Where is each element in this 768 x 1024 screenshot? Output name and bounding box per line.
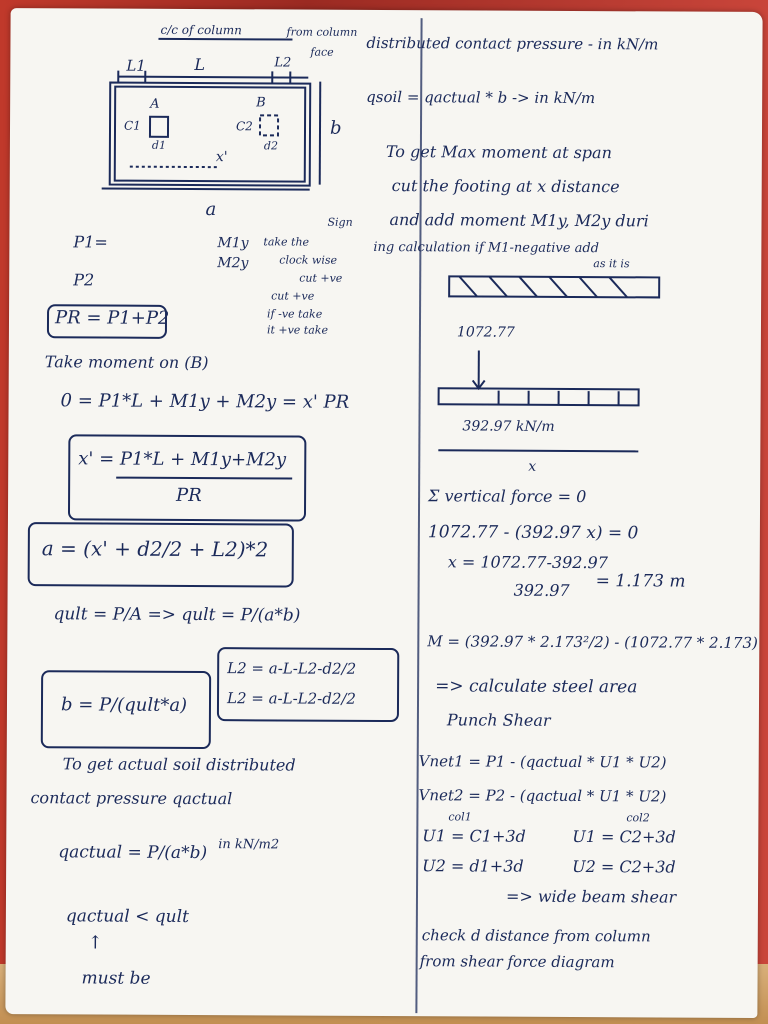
l2-equation-1: L2 = a-L-L2-d2/2 (227, 659, 357, 678)
column-d1-label: d1 (151, 138, 167, 152)
col2-label: col2 (626, 811, 650, 825)
vertical-force-denominator: 392.97 (513, 580, 570, 600)
header-face-label: face (310, 45, 334, 59)
column-c1-label: C1 (123, 118, 141, 133)
x1-denominator: PR (176, 484, 202, 507)
l2-equation-2: L2 = a-L-L2-d2/2 (226, 689, 357, 708)
vertical-force-eq-2: x = 1072.77-392.97 (447, 552, 608, 573)
vnet1-equation: Vnet1 = P1 - (qactual * U1 * U2) (418, 752, 667, 772)
wide-beam-shear-heading: => wide beam shear (505, 886, 677, 907)
free-body-diagram (428, 260, 759, 472)
vertical-force-label: Σ vertical force = 0 (428, 486, 587, 507)
x1-numerator: x' = P1*L + M1y+M2y (78, 448, 287, 471)
calculate-steel-area: => calculate steel area (435, 676, 638, 698)
m2y-label: M2y (217, 255, 249, 272)
q-soil-equation: qsoil = qactual * b -> in kN/m (366, 87, 596, 108)
vertical-force-result: = 1.173 m (595, 571, 686, 592)
max-moment-text-3: and add moment M1y, M2y duri (389, 210, 649, 231)
check-text-2: from shear force diagram (419, 952, 615, 972)
u2-col1: U2 = d1+3d (422, 856, 524, 876)
load-q-value: 392.97 kN/m (462, 418, 555, 435)
max-moment-text-2: cut the footing at x distance (391, 176, 620, 197)
qactual-compare: qactual < qult (65, 906, 189, 927)
column-b-label: B (256, 95, 266, 111)
take-moment-label: Take moment on (B) (44, 352, 209, 373)
b-equation: b = P/(qult*a) (60, 694, 188, 716)
dim-l: L (194, 55, 206, 75)
u1-col1: U1 = C1+3d (422, 826, 526, 846)
column-c2-label: C2 (235, 119, 253, 134)
p2-label: P2 (73, 270, 95, 290)
qactual-equation: qactual = P/(a*b) (58, 842, 208, 864)
sign-note-7: it +ve take (266, 323, 329, 337)
sign-note-1: take the (263, 235, 310, 249)
load-p-value: 1072.77 (456, 324, 515, 341)
header-from-label: from column (286, 25, 358, 39)
qult-equation-2: => qult = P/(a*b) (147, 604, 301, 626)
qult-equation-1: qult = P/A (53, 604, 143, 625)
col1-label: col1 (448, 810, 472, 824)
moment-equation-right: M = (392.97 * 2.173²/2) - (1072.77 * 2.173) (427, 632, 758, 652)
dim-a: a (205, 199, 217, 221)
header-cc-label: c/c of column (160, 22, 242, 38)
load-x-label: x (528, 458, 537, 475)
actual-pressure-text-1: To get actual soil distributed (62, 754, 296, 775)
dim-l1: L1 (126, 56, 146, 75)
sign-note-3: clock wise (279, 253, 338, 267)
max-moment-text-4: ing calculation if M1-negative add (373, 239, 600, 257)
notebook-page (5, 8, 762, 1018)
max-moment-text-1: To get Max moment at span (385, 142, 612, 163)
column-a-label: A (150, 96, 160, 112)
up-arrow-icon: ↑ (87, 932, 103, 954)
qactual-unit: in kN/m2 (218, 837, 280, 853)
a-equation: a = (x' + d2/2 + L2)*2 (41, 536, 269, 562)
right-heading: distributed contact pressure - in kN/m (366, 33, 659, 54)
column-d2-label: d2 (263, 139, 279, 153)
dim-l2: L2 (274, 55, 292, 71)
sign-note-5: cut +ve (271, 289, 315, 303)
max-moment-text-5: as it is (593, 257, 630, 271)
pr-equation: PR = P1+P2 (54, 307, 170, 329)
dim-b: b (329, 117, 342, 139)
vnet2-equation: Vnet2 = P2 - (qactual * U1 * U2) (418, 786, 667, 806)
m1y-label: M1y (217, 235, 249, 252)
sign-note-4: cut +ve (299, 271, 343, 285)
must-be-label: must be (81, 968, 151, 989)
punch-shear-heading: Punch Shear (446, 710, 551, 730)
moment-equation: 0 = P1*L + M1y + M2y = x' PR (60, 390, 350, 413)
u2-col2: U2 = C2+3d (572, 856, 676, 877)
check-text-1: check d distance from column (421, 926, 651, 946)
p1-label: P1= (73, 232, 108, 252)
dim-x1: x' (215, 149, 228, 166)
vertical-force-eq-1: 1072.77 - (392.97 x) = 0 (427, 522, 639, 544)
u1-col2: U1 = C2+3d (572, 826, 676, 847)
sign-note-6: if -ve take (267, 307, 323, 321)
sign-note-2: Sign (327, 215, 353, 229)
actual-pressure-text-2: contact pressure qactual (30, 788, 233, 809)
